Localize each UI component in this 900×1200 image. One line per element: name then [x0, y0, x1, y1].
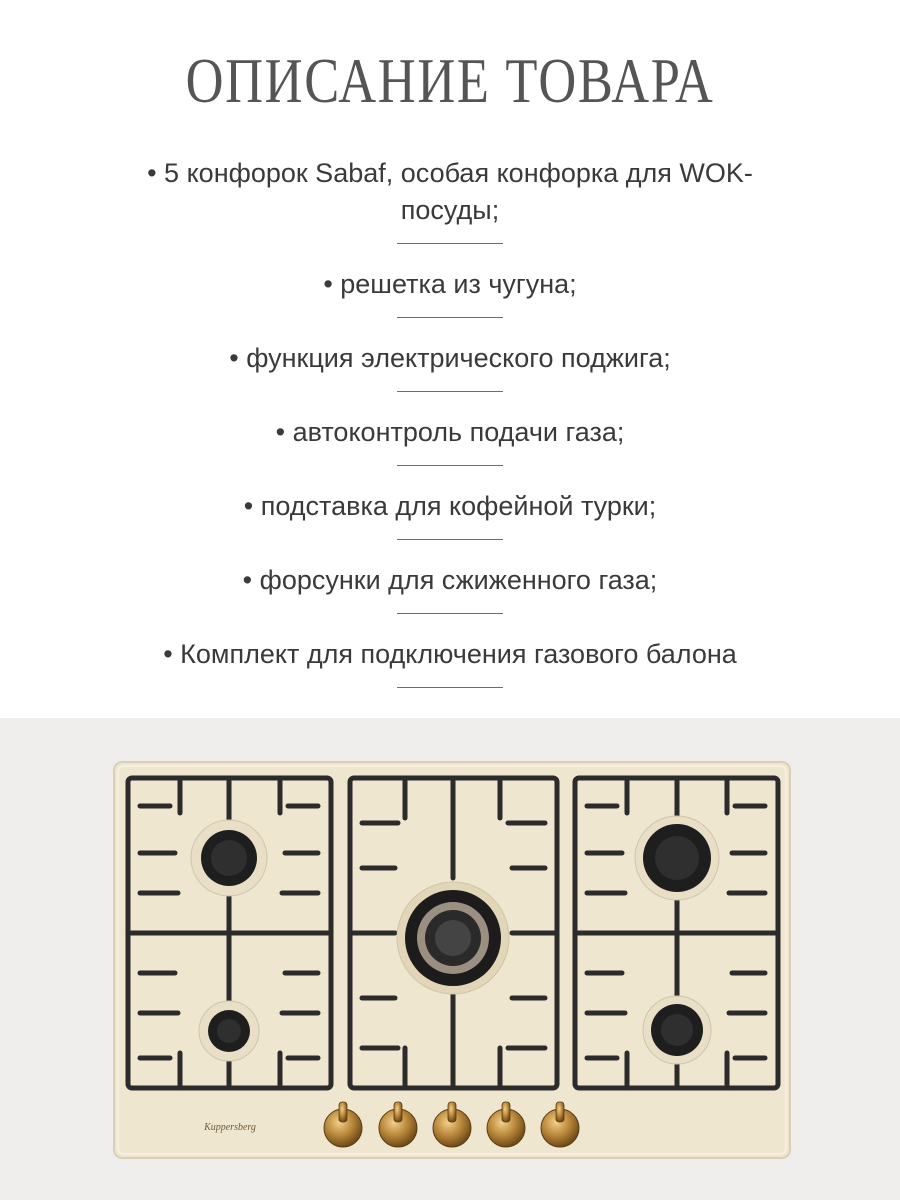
- divider: [397, 539, 503, 540]
- divider: [397, 687, 503, 688]
- gas-cooktop-illustration: [0, 718, 900, 1200]
- feature-item: • подставка для кофейной турки;: [243, 491, 657, 521]
- feature-item: • решетка из чугуна;: [323, 269, 577, 299]
- burner: [643, 996, 711, 1064]
- burner: [199, 1001, 259, 1061]
- feature-item: • функция электрического поджига;: [229, 343, 671, 373]
- brand-logo: Kuppersberg: [204, 1122, 256, 1133]
- feature-item: • форсунки для сжиженного газа;: [242, 565, 658, 595]
- divider: [397, 243, 503, 244]
- divider: [397, 465, 503, 466]
- burner: [191, 820, 267, 896]
- page-title: ОПИСАНИЕ ТОВАРА: [185, 45, 715, 116]
- wok-burner: [397, 882, 509, 994]
- product-photo: [0, 718, 900, 1200]
- feature-item: • Комплект для подключения газового балона: [163, 639, 737, 669]
- burner: [635, 816, 719, 900]
- feature-list: [0, 155, 900, 710]
- feature-item: • 5 конфорок Sabaf, особая конфорка для WOK-посуды;: [147, 158, 753, 225]
- divider: [397, 317, 503, 318]
- divider: [397, 613, 503, 614]
- divider: [397, 391, 503, 392]
- feature-item: • автоконтроль подачи газа;: [275, 417, 625, 447]
